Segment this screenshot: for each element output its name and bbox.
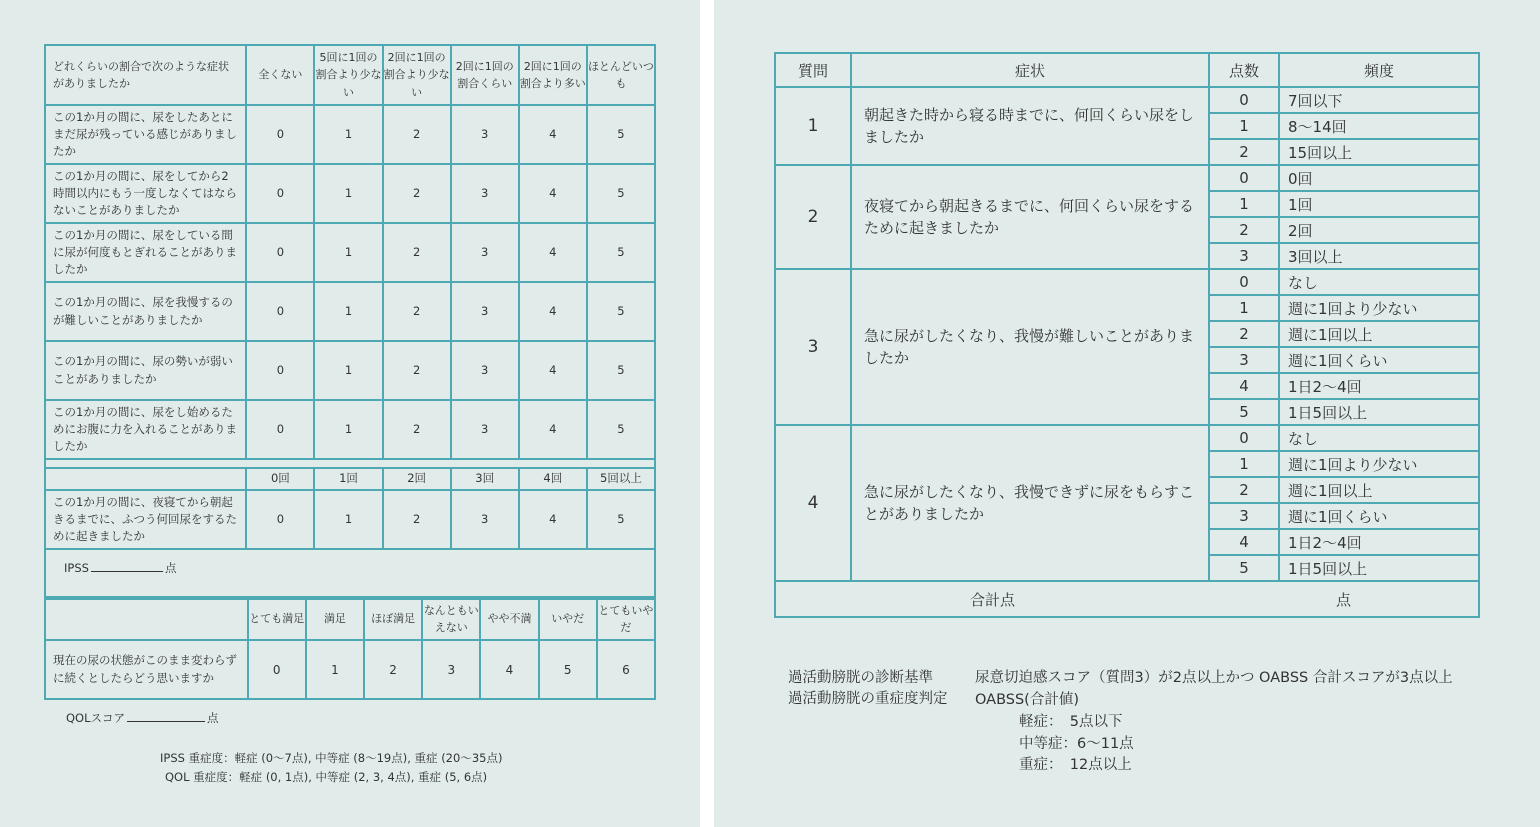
oabss-point: 3	[1209, 503, 1279, 529]
oabss-frequency: 週に1回より少ない	[1279, 451, 1479, 477]
oabss-frequency: 1日5回以上	[1279, 555, 1479, 581]
score-cell: 3	[451, 490, 519, 549]
severity-label: 過活動膀胱の重症度判定	[788, 691, 948, 707]
ipss-score-row	[45, 549, 655, 597]
oabss-frequency: なし	[1279, 425, 1479, 451]
oabss-row	[775, 269, 1479, 295]
spacer-cell	[45, 459, 655, 468]
score-cell: 3	[451, 282, 519, 341]
oabss-frequency: 週に1回くらい	[1279, 347, 1479, 373]
score-cell: 4	[519, 223, 587, 282]
severity-severe: 重症： 12点以上	[1019, 757, 1132, 773]
oabss-point: 1	[1209, 191, 1279, 217]
score-cell: 0	[246, 282, 314, 341]
oabss-point: 4	[1209, 529, 1279, 555]
oabss-point: 1	[1209, 451, 1279, 477]
score-cell: 3	[451, 341, 519, 400]
qol-header-row	[45, 599, 655, 640]
oabss-row	[775, 87, 1479, 113]
score-cell: 5	[587, 341, 655, 400]
score-cell: 2	[383, 282, 451, 341]
night-header-blank	[45, 468, 246, 490]
ipss-question-row	[45, 164, 655, 223]
qol-option: 満足	[306, 599, 364, 640]
score-cell: 0	[246, 400, 314, 459]
score-cell: 1	[314, 490, 382, 549]
qol-header-blank	[45, 599, 248, 640]
score-cell: 0	[246, 105, 314, 164]
ipss-question-row	[45, 282, 655, 341]
oabss-point: 5	[1209, 555, 1279, 581]
oabss-total-row	[775, 581, 1479, 617]
oabss-header-symptom: 症状	[851, 53, 1209, 87]
score-cell: 5	[587, 400, 655, 459]
ipss-score-blank[interactable]	[91, 561, 163, 572]
ipss-question-text: この1か月の間に、尿をし始めるためにお腹に力を入れることがありましたか	[45, 400, 246, 459]
ipss-question-row	[45, 105, 655, 164]
score-cell: 3	[422, 640, 480, 699]
score-cell: 2	[383, 490, 451, 549]
score-cell: 3	[451, 164, 519, 223]
oabss-row	[775, 425, 1479, 451]
score-cell: 1	[314, 105, 382, 164]
oabss-frequency: 1日2〜4回	[1279, 529, 1479, 555]
oabss-row	[775, 165, 1479, 191]
score-cell: 2	[383, 341, 451, 400]
night-option: 4回	[519, 468, 587, 490]
oabss-frequency: 8〜14回	[1279, 113, 1479, 139]
ipss-question-text: この1か月の間に、尿をしたあとにまだ尿が残っている感じがありましたか	[45, 105, 246, 164]
oabss-frequency: 15回以上	[1279, 139, 1479, 165]
qol-score-unit: 点	[207, 711, 219, 725]
score-cell: 1	[314, 223, 382, 282]
score-cell: 5	[587, 282, 655, 341]
diagnosis-label: 過活動膀胱の診断基準	[788, 670, 933, 686]
ipss-question-text: この1か月の間に、尿を我慢するのが難しいことがありましたか	[45, 282, 246, 341]
oabss-frequency: 7回以下	[1279, 87, 1479, 113]
score-cell: 4	[519, 341, 587, 400]
qol-score	[66, 710, 219, 726]
night-option: 3回	[451, 468, 519, 490]
night-option: 0回	[246, 468, 314, 490]
oabss-symptom: 急に尿がしたくなり、我慢できずに尿をもらすことがありましたか	[851, 425, 1209, 581]
ipss-score-cell	[45, 549, 655, 597]
qol-table	[44, 598, 656, 700]
oabss-total-unit[interactable]: 点	[1209, 581, 1479, 617]
oabss-question-number: 3	[775, 269, 851, 425]
oabss-point: 3	[1209, 347, 1279, 373]
score-cell: 4	[519, 282, 587, 341]
score-cell: 1	[314, 164, 382, 223]
ipss-option: 2回に1回の割合より少ない	[383, 45, 451, 105]
qol-option: やや不満	[480, 599, 538, 640]
oabss-point: 0	[1209, 269, 1279, 295]
night-question-row	[45, 490, 655, 549]
oabss-frequency: 1回	[1279, 191, 1479, 217]
score-cell: 5	[587, 164, 655, 223]
oabss-point: 0	[1209, 165, 1279, 191]
oabss-header-row	[775, 53, 1479, 87]
ipss-question-row	[45, 400, 655, 459]
qol-option: とても満足	[248, 599, 306, 640]
oabss-table	[774, 52, 1480, 618]
ipss-option: 5回に1回の割合より少ない	[314, 45, 382, 105]
score-cell: 1	[306, 640, 364, 699]
oabss-point: 0	[1209, 425, 1279, 451]
oabss-symptom: 朝起きた時から寝る時までに、何回くらい尿をしましたか	[851, 87, 1209, 165]
oabss-point: 1	[1209, 295, 1279, 321]
oabss-point: 2	[1209, 477, 1279, 503]
score-cell: 3	[451, 400, 519, 459]
score-cell: 3	[451, 105, 519, 164]
score-cell: 4	[480, 640, 538, 699]
score-cell: 5	[587, 223, 655, 282]
ipss-header-row	[45, 45, 655, 105]
oabss-point: 4	[1209, 373, 1279, 399]
oabss-frequency: 週に1回以上	[1279, 321, 1479, 347]
score-cell: 4	[519, 105, 587, 164]
oabss-frequency: 週に1回以上	[1279, 477, 1479, 503]
night-header-row	[45, 468, 655, 490]
score-cell: 3	[451, 223, 519, 282]
score-cell: 6	[597, 640, 655, 699]
score-cell: 5	[539, 640, 597, 699]
oabss-symptom: 急に尿がしたくなり、我慢が難しいことがありましたか	[851, 269, 1209, 425]
oabss-point: 2	[1209, 139, 1279, 165]
table-spacer	[45, 459, 655, 468]
score-cell: 2	[383, 105, 451, 164]
ipss-option: 2回に1回の割合より多い	[519, 45, 587, 105]
score-cell: 5	[587, 490, 655, 549]
oabss-question-number: 4	[775, 425, 851, 581]
score-cell: 2	[383, 164, 451, 223]
score-cell: 0	[246, 490, 314, 549]
ipss-question-text: この1か月の間に、尿をしてから2時間以内にもう一度しなくてはならないことがありましたか	[45, 164, 246, 223]
oabss-frequency: 1日5回以上	[1279, 399, 1479, 425]
night-option: 1回	[314, 468, 382, 490]
qol-question-text: 現在の尿の状態がこのまま変わらずに続くとしたらどう思いますか	[45, 640, 248, 699]
oabss-point: 3	[1209, 243, 1279, 269]
qol-option: とてもいやだ	[597, 599, 655, 640]
score-cell: 4	[519, 400, 587, 459]
oabss-point: 0	[1209, 87, 1279, 113]
severity-title: OABSS(合計値)	[975, 692, 1079, 708]
score-cell: 2	[383, 223, 451, 282]
qol-severity-note: QOL 重症度：軽症 (0, 1点), 中等症 (2, 3, 4点), 重症 (5, 6点)	[165, 770, 488, 784]
ipss-option: 全くない	[246, 45, 314, 105]
night-option: 5回以上	[587, 468, 655, 490]
score-cell: 1	[314, 282, 382, 341]
score-cell: 2	[364, 640, 422, 699]
oabss-total-label: 合計点	[775, 581, 1209, 617]
severity-mild: 軽症： 5点以下	[1019, 714, 1123, 730]
oabss-symptom: 夜寝てから朝起きるまでに、何回くらい尿をするために起きましたか	[851, 165, 1209, 269]
ipss-question-row	[45, 223, 655, 282]
score-cell: 0	[246, 223, 314, 282]
oabss-header-frequency: 頻度	[1279, 53, 1479, 87]
qol-score-blank[interactable]	[127, 711, 205, 722]
severity-moderate: 中等症：6〜11点	[1019, 736, 1134, 752]
ipss-option: 2回に1回の割合くらい	[451, 45, 519, 105]
ipss-question-row	[45, 341, 655, 400]
qol-question-row	[45, 640, 655, 699]
score-cell: 4	[519, 490, 587, 549]
oabss-question-number: 2	[775, 165, 851, 269]
ipss-score-unit: 点	[164, 561, 177, 575]
score-cell: 4	[519, 164, 587, 223]
oabss-point: 2	[1209, 321, 1279, 347]
oabss-point: 5	[1209, 399, 1279, 425]
ipss-severity-note: IPSS 重症度：軽症 (0〜7点), 中等症 (8〜19点), 重症 (20〜35点)	[160, 751, 503, 765]
score-cell: 2	[383, 400, 451, 459]
qol-option: ほぼ満足	[364, 599, 422, 640]
diagnosis-text: 尿意切迫感スコア（質問3）が2点以上かつ OABSS 合計スコアが3点以上	[975, 670, 1453, 686]
ipss-option: ほとんどいつも	[587, 45, 655, 105]
oabss-frequency: 0回	[1279, 165, 1479, 191]
score-cell: 1	[314, 400, 382, 459]
ipss-table	[44, 44, 656, 598]
score-cell: 5	[587, 105, 655, 164]
night-question-text: この1か月の間に、夜寝てから朝起きるまでに、ふつう何回尿をするために起きましたか	[45, 490, 246, 549]
qol-option: なんともいえない	[422, 599, 480, 640]
ipss-header-question: どれくらいの割合で次のような症状がありましたか	[45, 45, 246, 105]
oabss-frequency: 2回	[1279, 217, 1479, 243]
oabss-frequency: 週に1回くらい	[1279, 503, 1479, 529]
ipss-question-text: この1か月の間に、尿をしている間に尿が何度もとぎれることがありましたか	[45, 223, 246, 282]
ipss-score-label: IPSS	[64, 561, 89, 575]
oabss-frequency: 1日2〜4回	[1279, 373, 1479, 399]
qol-option: いやだ	[539, 599, 597, 640]
ipss-question-text: この1か月の間に、尿の勢いが弱いことがありましたか	[45, 341, 246, 400]
oabss-point: 1	[1209, 113, 1279, 139]
oabss-point: 2	[1209, 217, 1279, 243]
score-cell: 1	[314, 341, 382, 400]
oabss-header-points: 点数	[1209, 53, 1279, 87]
oabss-frequency: なし	[1279, 269, 1479, 295]
oabss-header-question: 質問	[775, 53, 851, 87]
oabss-frequency: 3回以上	[1279, 243, 1479, 269]
score-cell: 0	[248, 640, 306, 699]
night-option: 2回	[383, 468, 451, 490]
score-cell: 0	[246, 341, 314, 400]
score-cell: 0	[246, 164, 314, 223]
qol-score-label: QOLスコア	[66, 711, 126, 725]
oabss-question-number: 1	[775, 87, 851, 165]
oabss-frequency: 週に1回より少ない	[1279, 295, 1479, 321]
